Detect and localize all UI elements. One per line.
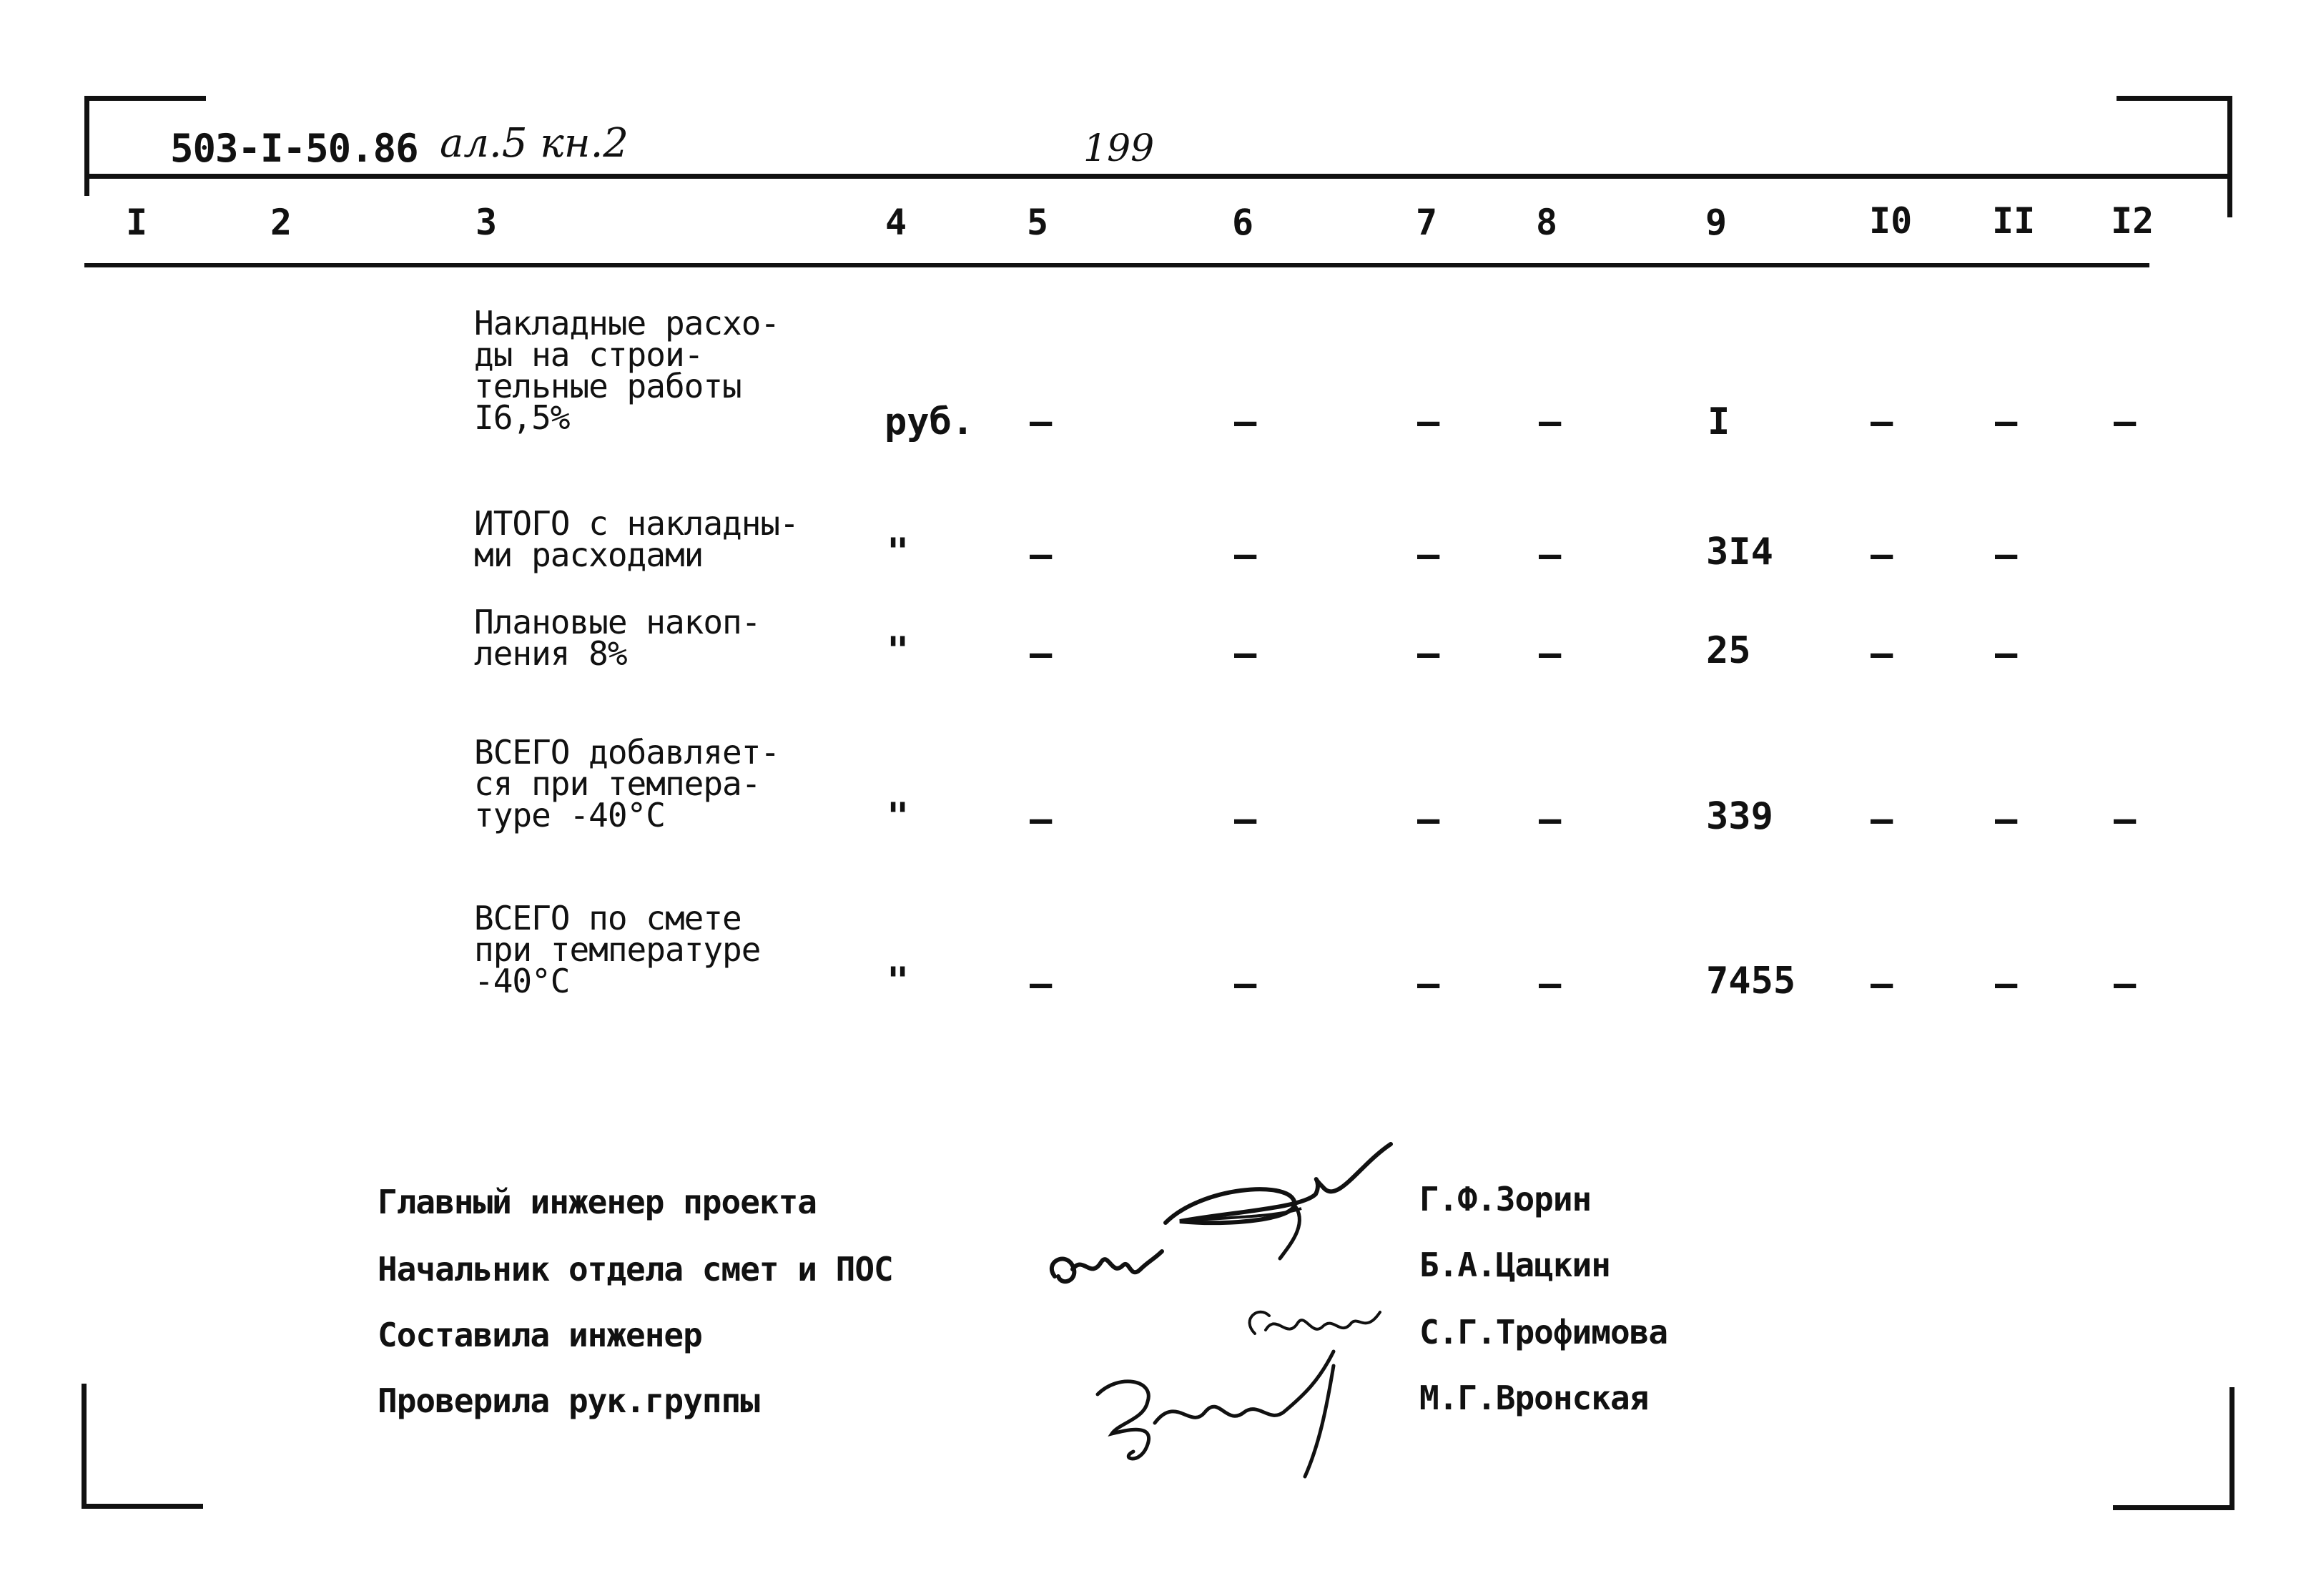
column-number: I2 bbox=[2111, 200, 2154, 242]
row-description: ИТОГО с накладны- ми расходами bbox=[474, 504, 799, 574]
row-value: – bbox=[1539, 798, 1562, 841]
row-value: – bbox=[1234, 798, 1257, 841]
signature-role: Составила инженер bbox=[378, 1316, 702, 1354]
row-value: – bbox=[1417, 400, 1440, 443]
column-number: 3 bbox=[476, 202, 498, 243]
column-number: I bbox=[126, 202, 148, 243]
column-number: 2 bbox=[270, 202, 292, 243]
row-unit: руб. bbox=[885, 400, 975, 443]
header-rule bbox=[86, 174, 2232, 179]
document-code: 503-I-50.86 bbox=[170, 126, 418, 171]
row-value: – bbox=[1030, 400, 1053, 443]
row-description: Плановые накоп- ления 8% bbox=[474, 603, 761, 673]
row-value: 25 bbox=[1706, 629, 1751, 672]
signature-scribble-4 bbox=[1076, 1344, 1376, 1480]
row-value: I bbox=[1708, 400, 1730, 443]
row-value: – bbox=[1234, 632, 1257, 675]
row-value: – bbox=[1030, 798, 1053, 841]
row-value: – bbox=[1234, 962, 1257, 1005]
row-value: 339 bbox=[1706, 795, 1773, 838]
signature-role: Проверила рук.группы bbox=[378, 1381, 759, 1420]
row-value: – bbox=[1030, 962, 1053, 1005]
row-unit: " bbox=[887, 795, 910, 838]
row-value: – bbox=[1995, 798, 2018, 841]
row-value: – bbox=[1234, 533, 1257, 576]
row-description: Накладные расхо- ды на строи- тельные работы I6,5% bbox=[474, 304, 780, 437]
row-value: – bbox=[1030, 632, 1053, 675]
column-number: 4 bbox=[885, 202, 907, 243]
column-number: I0 bbox=[1869, 200, 1913, 242]
column-number: 9 bbox=[1705, 202, 1728, 243]
row-description: ВСЕГО добавляет- ся при темпера- туре -40°С bbox=[474, 733, 780, 834]
row-value: – bbox=[1539, 962, 1562, 1005]
column-number: 6 bbox=[1232, 202, 1254, 243]
row-description: ВСЕГО по смете при температуре -40°С bbox=[474, 899, 761, 1000]
page-number: 199 bbox=[1083, 127, 1155, 170]
row-unit: " bbox=[887, 629, 910, 672]
signature-role: Главный инженер проекта bbox=[378, 1183, 817, 1221]
row-value: – bbox=[1995, 533, 2018, 576]
row-value: 7455 bbox=[1706, 960, 1796, 1003]
row-value: – bbox=[1995, 400, 2018, 443]
row-value: – bbox=[1417, 533, 1440, 576]
row-value: – bbox=[1539, 632, 1562, 675]
row-value: – bbox=[1871, 798, 1893, 841]
signature-name: Г.Ф.Зорин bbox=[1419, 1180, 1592, 1218]
row-unit: " bbox=[887, 960, 910, 1003]
signature-name: Б.А.Цацкин bbox=[1419, 1246, 1610, 1284]
row-value: – bbox=[1417, 962, 1440, 1005]
column-number: 7 bbox=[1416, 202, 1438, 243]
row-value: – bbox=[1995, 962, 2018, 1005]
column-number: II bbox=[1992, 200, 2036, 242]
row-value: 3I4 bbox=[1706, 531, 1773, 573]
row-value: – bbox=[1871, 400, 1893, 443]
row-value: – bbox=[1871, 533, 1893, 576]
row-value: – bbox=[1030, 533, 1053, 576]
row-unit: " bbox=[887, 531, 910, 573]
row-value: – bbox=[2114, 400, 2137, 443]
row-value: – bbox=[1539, 400, 1562, 443]
album-reference: ал.5 кн.2 bbox=[440, 120, 629, 167]
row-value: – bbox=[1539, 533, 1562, 576]
column-number: 5 bbox=[1027, 202, 1049, 243]
row-value: – bbox=[1871, 632, 1893, 675]
signature-name: С.Г.Трофимова bbox=[1419, 1313, 1668, 1351]
column-header-rule bbox=[84, 263, 2149, 267]
row-value: – bbox=[1417, 632, 1440, 675]
signature-name: М.Г.Вронская bbox=[1419, 1379, 1649, 1417]
row-value: – bbox=[2114, 962, 2137, 1005]
row-value: – bbox=[1995, 632, 2018, 675]
row-value: – bbox=[1871, 962, 1893, 1005]
row-value: – bbox=[1417, 798, 1440, 841]
signature-role: Начальник отдела смет и ПОС bbox=[378, 1250, 893, 1289]
signature-scribble-2 bbox=[1040, 1237, 1198, 1301]
column-number: 8 bbox=[1536, 202, 1558, 243]
row-value: – bbox=[1234, 400, 1257, 443]
row-value: – bbox=[2114, 798, 2137, 841]
